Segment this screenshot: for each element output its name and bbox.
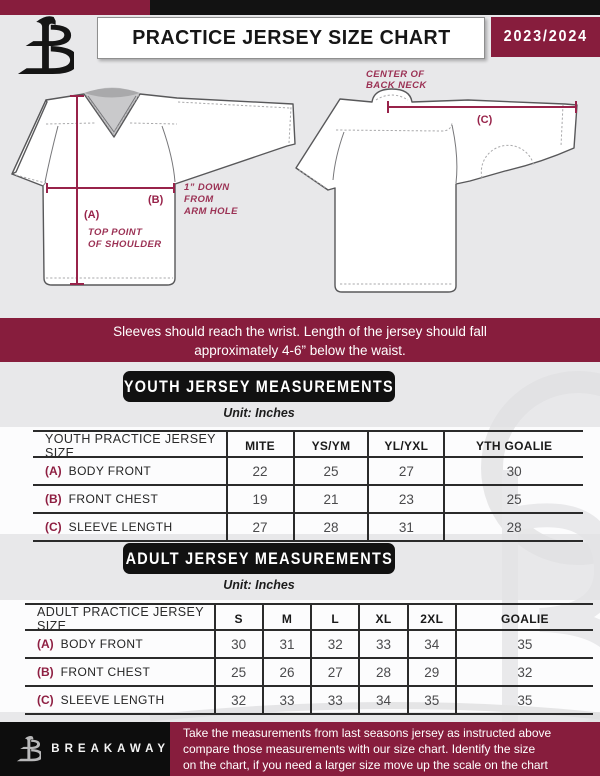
column-header: MITE: [226, 432, 293, 460]
row-key: (C): [45, 520, 62, 534]
cell-value: 27: [226, 514, 293, 540]
cell-value: 26: [262, 659, 310, 685]
table-row: [25, 687, 593, 715]
cell-value: 32: [214, 687, 262, 713]
footer-line-2: compare those measurements with our size chart. Identify the size: [183, 742, 536, 756]
cell-value: 35: [407, 687, 455, 713]
cell-value: 32: [455, 659, 593, 685]
front-label-a-caption-2: OF SHOULDER: [88, 239, 162, 250]
row-key: (A): [45, 464, 62, 478]
cell-value: 27: [367, 458, 443, 484]
youth-table-header-row: [33, 432, 583, 458]
cell-value: 35: [455, 687, 593, 713]
column-header: M: [262, 605, 310, 633]
season-badge: [491, 17, 600, 57]
column-header: YL/YXL: [367, 432, 443, 460]
column-header: 2XL: [407, 605, 455, 633]
youth-unit-label: Unit: Inches: [223, 406, 295, 420]
cell-value: 23: [367, 486, 443, 512]
youth-banner-label: YOUTH JERSEY MEASUREMENTS: [123, 376, 395, 396]
notice-line-2: approximately 4-6” below the waist.: [194, 343, 406, 358]
row-key: (A): [37, 637, 54, 651]
cell-value: 22: [226, 458, 293, 484]
page-title-box: [97, 17, 485, 59]
notice-line-1: Sleeves should reach the wrist. Length of the jersey should fall: [113, 324, 487, 339]
cell-value: 33: [262, 687, 310, 713]
column-header: S: [214, 605, 262, 633]
sizing-notice-banner: [0, 318, 600, 362]
cell-value: 25: [293, 458, 368, 484]
column-header: YOUTH PRACTICE JERSEY SIZE: [45, 432, 216, 460]
row-label: BODY FRONT: [60, 637, 144, 651]
footer-line-1: Take the measurements from last seasons jersey as instructed above: [183, 726, 552, 740]
back-label-c-caption-1: CENTER OF: [366, 69, 425, 80]
cell-value: 19: [226, 486, 293, 512]
cell-value: 31: [367, 514, 443, 540]
row-label-cell: [33, 514, 226, 540]
adult-table-header-row: [25, 605, 593, 631]
cell-value: 32: [310, 631, 358, 657]
table-row: [33, 514, 583, 542]
back-jersey-illustration: [296, 69, 577, 292]
table-row: [33, 458, 583, 486]
top-strip-maroon: [0, 0, 150, 15]
row-label: BODY FRONT: [68, 464, 152, 478]
row-label: FRONT CHEST: [60, 665, 151, 679]
adult-banner-label: ADULT JERSEY MEASUREMENTS: [125, 548, 393, 568]
front-label-b-caption-3: ARM HOLE: [184, 206, 238, 217]
cell-value: 33: [358, 631, 406, 657]
top-strip-black: [150, 0, 600, 15]
front-label-b-caption-1: 1” DOWN: [184, 182, 230, 193]
youth-size-table: [33, 430, 583, 542]
row-label-cell: [33, 458, 226, 484]
front-label-b-caption-2: FROM: [184, 194, 214, 205]
cell-value: 28: [293, 514, 368, 540]
adult-unit-label: Unit: Inches: [223, 578, 295, 592]
jersey-measurement-diagram: [0, 62, 600, 318]
cell-value: 30: [214, 631, 262, 657]
row-label: SLEEVE LENGTH: [68, 520, 173, 534]
brand-name: BREAKAWAY: [51, 743, 170, 755]
cell-value: 28: [358, 659, 406, 685]
table-row: [25, 659, 593, 687]
row-key: (B): [37, 665, 54, 679]
footer-brand-block: [0, 722, 170, 776]
cell-value: 25: [443, 486, 583, 512]
column-header: GOALIE: [455, 605, 593, 633]
column-header: XL: [358, 605, 406, 633]
cell-value: 21: [293, 486, 368, 512]
adult-section-banner: [123, 543, 395, 574]
cell-value: 29: [407, 659, 455, 685]
row-label: SLEEVE LENGTH: [60, 693, 165, 707]
row-label-cell: [33, 486, 226, 512]
back-label-c: (C): [477, 114, 493, 126]
youth-section-banner: [123, 371, 395, 402]
footer-instructions: [170, 722, 600, 776]
row-label-cell: [25, 659, 214, 685]
front-label-b: (B): [148, 194, 164, 206]
column-header: ADULT PRACTICE JERSEY SIZE: [37, 605, 204, 633]
front-label-a: (A): [84, 209, 100, 221]
breakaway-monogram-logo-icon: [16, 734, 41, 764]
back-label-c-caption-2: BACK NECK: [366, 80, 427, 91]
cell-value: 30: [443, 458, 583, 484]
column-header: L: [310, 605, 358, 633]
cell-value: 31: [262, 631, 310, 657]
row-key: (C): [37, 693, 54, 707]
row-key: (B): [45, 492, 62, 506]
front-jersey-illustration: [12, 88, 295, 286]
row-label-cell: [25, 631, 214, 657]
row-label-cell: [25, 687, 214, 713]
cell-value: 35: [455, 631, 593, 657]
page-title: PRACTICE JERSEY SIZE CHART: [131, 26, 451, 49]
table-row: [25, 631, 593, 659]
footer-line-3: on the chart, if you need a larger size move up the scale on the chart: [183, 758, 548, 772]
season-label: 2023/2024: [503, 28, 588, 45]
row-label: FRONT CHEST: [68, 492, 159, 506]
table-row: [33, 486, 583, 514]
adult-size-table: [25, 603, 593, 715]
cell-value: 34: [358, 687, 406, 713]
cell-value: 33: [310, 687, 358, 713]
front-label-a-caption-1: TOP POINT: [88, 227, 143, 238]
cell-value: 27: [310, 659, 358, 685]
cell-value: 25: [214, 659, 262, 685]
column-header: YTH GOALIE: [443, 432, 583, 460]
column-header: YS/YM: [293, 432, 368, 460]
cell-value: 34: [407, 631, 455, 657]
cell-value: 28: [443, 514, 583, 540]
